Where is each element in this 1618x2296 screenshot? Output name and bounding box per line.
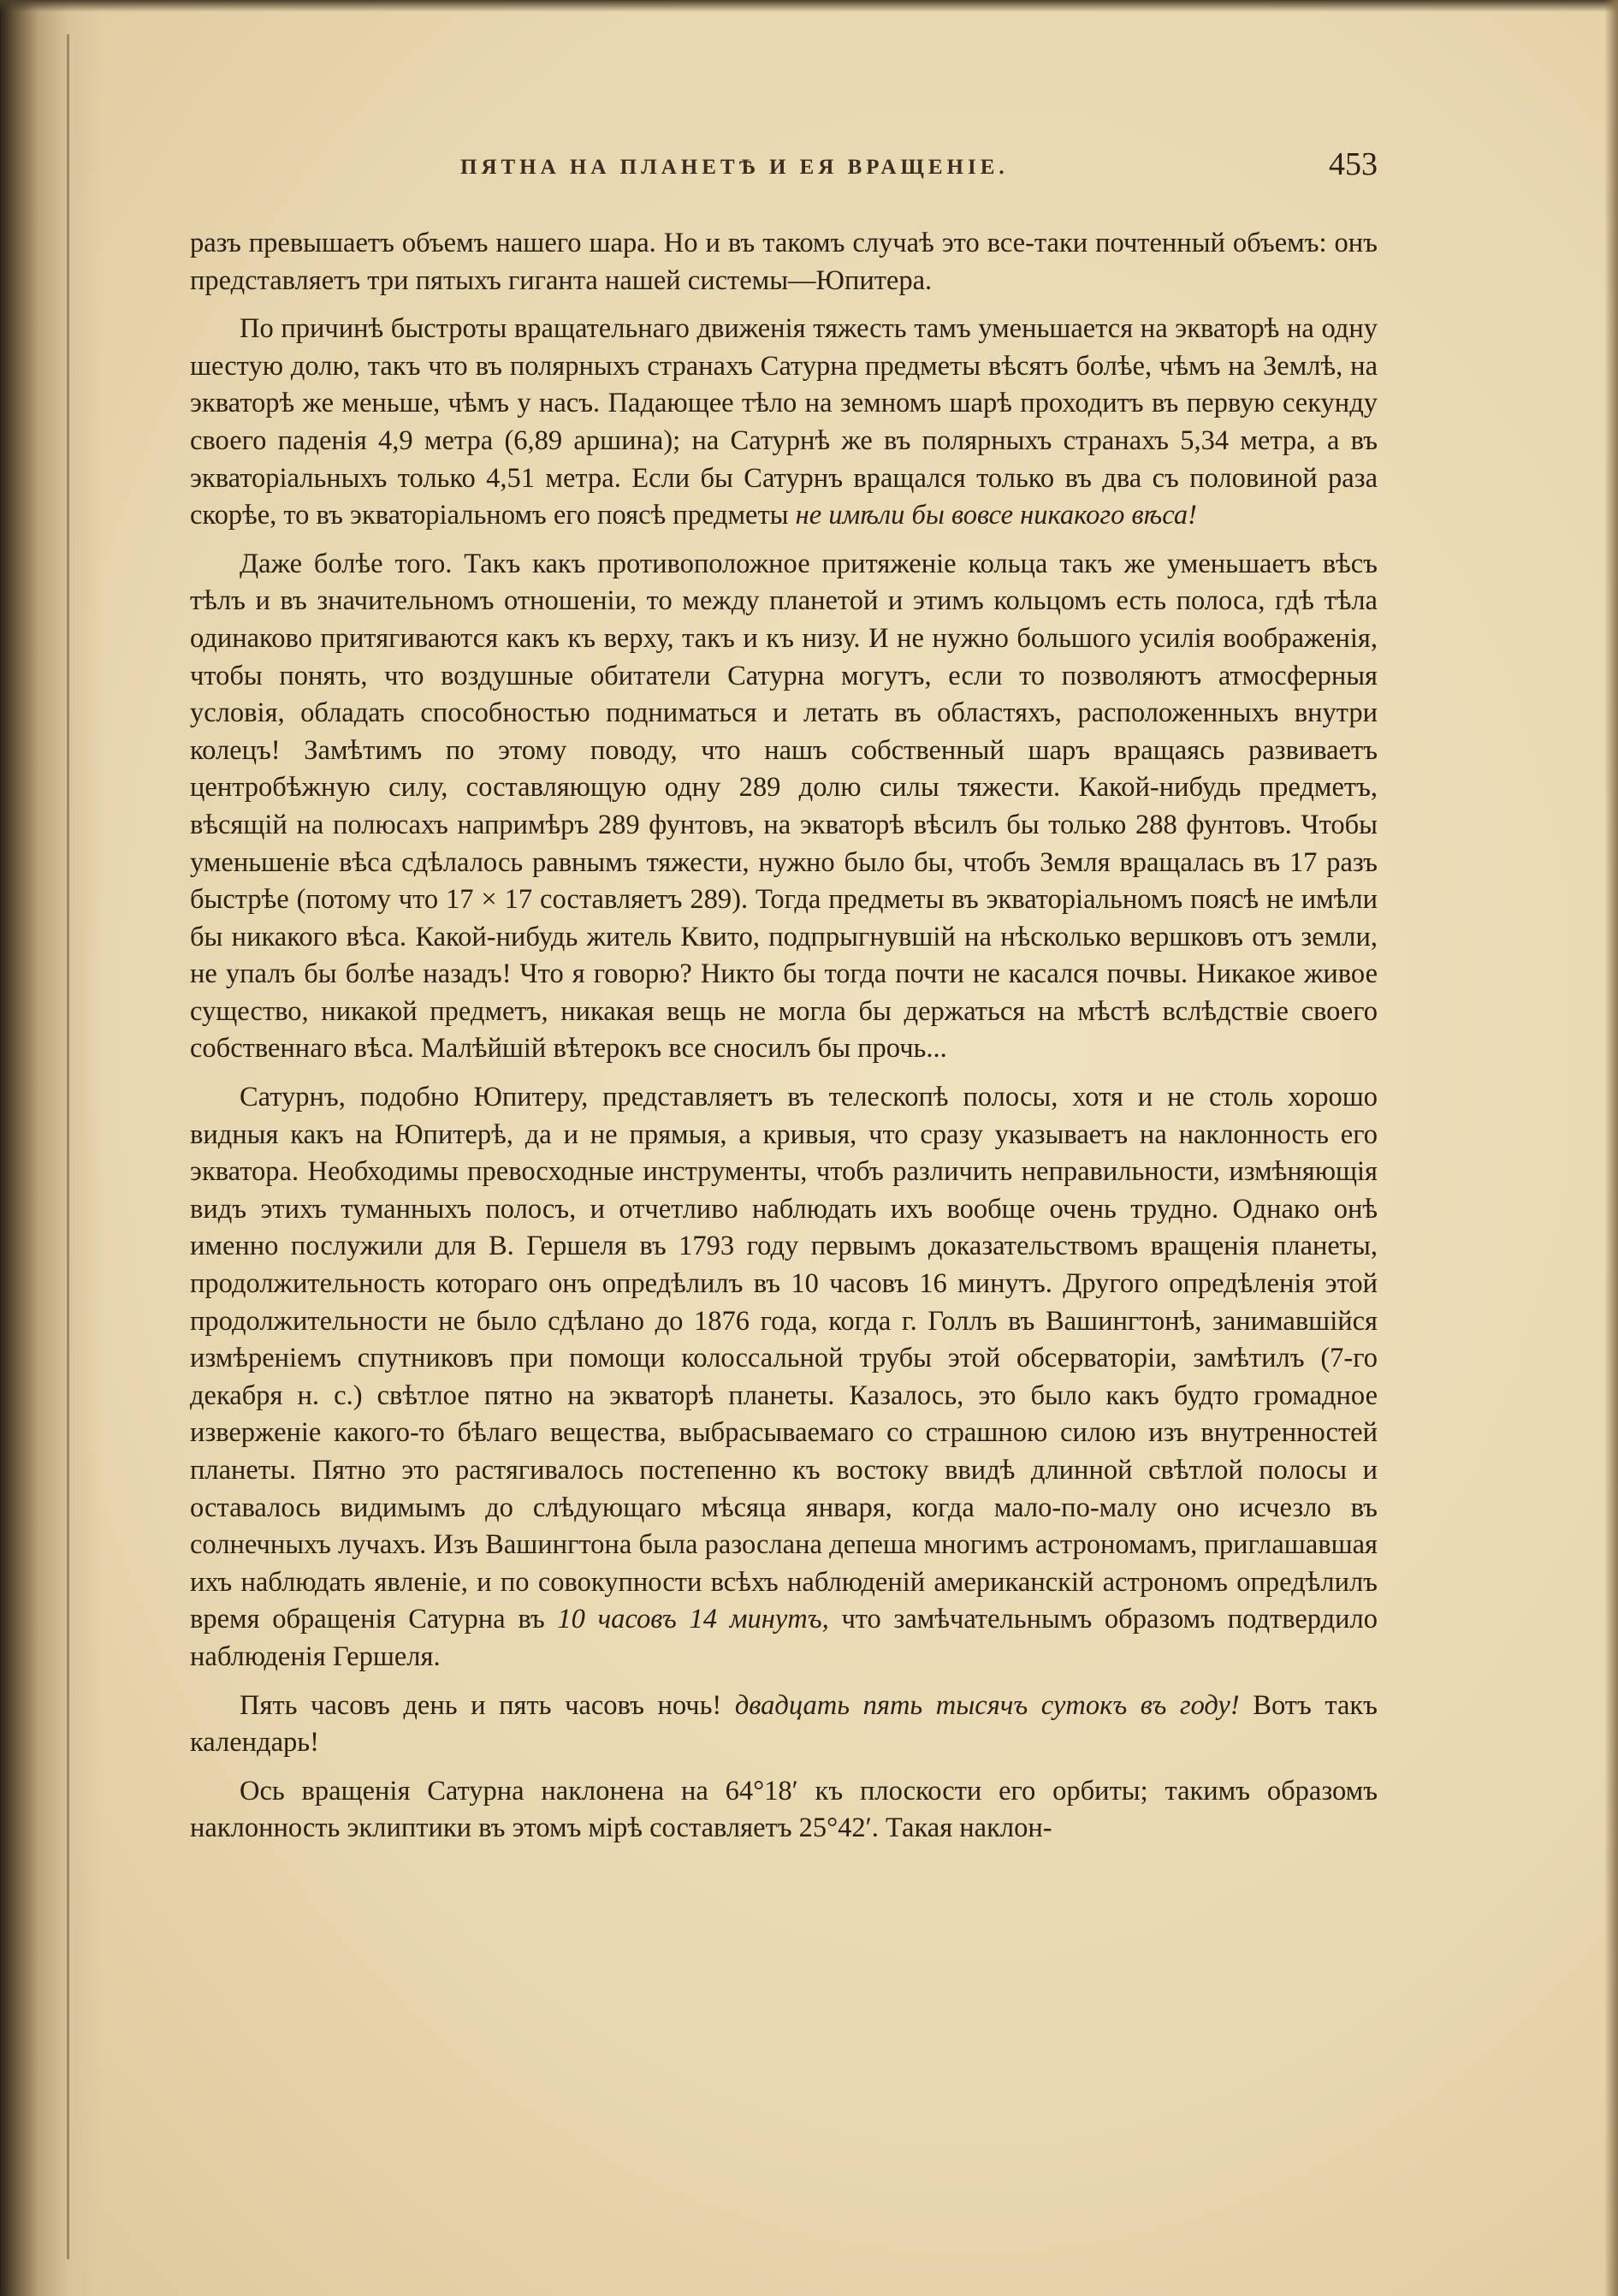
text-run: По причинѣ быстроты вращательнаго движенія тяжесть тамъ уменьшается на экваторѣ на одну шестую долю, такъ что въ полярныхъ странахъ Сатурна предметы вѣсятъ болѣе, чѣмъ на Землѣ, на экваторѣ же меньше, чѣмъ у насъ. Падающее тѣло на земномъ шарѣ проходитъ въ первую секунду своего паденія 4,9 метра (6,89 аршина); на Сатурнѣ же въ полярныхъ странахъ 5,34 метра, а въ экваторіальныхъ только 4,51 метра. Если бы Сатурнъ вращался только въ два съ половиной раза скорѣе, то въ экваторіальномъ его поясѣ предметы [190,313,1378,531]
page-number: 453 [1329,146,1378,182]
page-top-edge [0,0,1618,12]
text-run: Пять часовъ день и пять часовъ ночь! [240,1689,735,1721]
running-title: ПЯТНА НА ПЛАНЕТѢ И ЕЯ ВРАЩЕНІЕ. [460,156,1009,179]
paragraph [190,1688,1378,1762]
paragraph [190,225,1378,300]
text-run: что замѣчательнымъ образомъ подтвердило наблюденія Гершеля. [190,1604,1378,1672]
book-binding-shadow [0,0,103,2296]
text-run: Ось вращенія Сатурна наклонена на 64°18′ къ плоскости его орбиты; такимъ образомъ наклонность эклиптики въ этомъ мірѣ составляетъ 25°42′. Такая наклон- [190,1775,1378,1844]
italic-text-run: не имѣли бы вовсе никакого вѣса! [795,500,1197,531]
paragraph [190,311,1378,535]
running-header [188,145,1378,197]
text-run: Даже болѣе того. Такъ какъ противоположное притяженіе кольца такъ же уменьшаетъ вѣсъ тѣлъ и въ значительномъ отношеніи, то между планетой и этимъ кольцомъ есть полоса, гдѣ тѣла одинаково притягиваются какъ къ верху, такъ и къ низу. И не нужно большого усилія воображенія, чтобы понять, что воздушные обитатели Сатурна могутъ, если то позволяютъ атмосферныя условія, обладать способностью подниматься и летать въ областяхъ, расположенныхъ внутри колецъ! Замѣтимъ по этому поводу, что нашъ собственный шаръ вращаясь развиваетъ центробѣжную силу, составляющую одну 289 долю силы тяжести. Какой-нибудь предметъ, вѣсящій на полюсахъ напримѣръ 289 фунтовъ, на экваторѣ вѣсилъ бы только 288 фунтовъ. Чтобы уменьшеніе вѣса сдѣлалось равнымъ тяжести, нужно было бы, чтобъ Земля вращалась въ 17 разъ быстрѣе (потому что 17 × 17 составляетъ 289). Тогда предметы въ экваторіальномъ поясѣ не имѣли бы никакого вѣса. Какой-нибудь житель Квито, подпрыгнувшій на нѣсколько вершковъ отъ земли, не упалъ бы болѣе назадъ! Что я говорю? Никто бы тогда почти не касался почвы. Никакое живое существо, никакой предметъ, никакая вещь не могла бы держаться на мѣстѣ вслѣдствіе своего собственнаго вѣса. Малѣйшій вѣтерокъ все сносилъ бы прочь... [190,548,1378,1065]
paragraph [190,1079,1378,1676]
text-run: Сатурнъ, подобно Юпитеру, представляетъ въ телескопѣ полосы, хотя и не столь хорошо видныя какъ на Юпитерѣ, да и не прямыя, а кривыя, что сразу указываетъ на наклонность его экватора. Необходимы превосходные инструменты, чтобъ различить неправильности, измѣняющія видъ этихъ туманныхъ полосъ, и отчетливо наблюдать ихъ вообще очень трудно. Однако онѣ именно послужили для В. Гершеля въ 1793 году первымъ доказательствомъ вращенія планеты, продолжительность котораго онъ опредѣлилъ въ 10 часовъ 16 минутъ. Другого опредѣленія этой продолжительности не было сдѣлано до 1876 года, когда г. Голлъ въ Вашингтонѣ, занимавшійся измѣреніемъ спутниковъ при помощи колоссальной трубы этой обсерваторіи, замѣтилъ (7-го декабря н. с.) свѣтлое пятно на экваторѣ планеты. Казалось, это было какъ будто громадное изверженіе какого-то бѣлаго вещества, выбрасываемаго со страшною силою изъ внутренностей планеты. Пятно это растягивалось постепенно къ востоку ввидѣ длинной свѣтлой полосы и оставалось видимымъ до слѣдующаго мѣсяца января, когда мало-по-малу оно исчезло въ солнечныхъ лучахъ. Изъ Вашингтона была разослана депеша многимъ астрономамъ, приглашавшая ихъ наблюдать явленіе, и по совокупности всѣхъ наблюденій американскій астрономъ опредѣлилъ время обращенія Сатурна въ [190,1082,1378,1635]
paragraph [190,1773,1378,1848]
text-run: Вотъ такъ календарь! [190,1689,1378,1759]
italic-text-run: двадцать пять тысячъ сутокъ въ году! [734,1689,1240,1721]
page-fold-line [67,34,69,2259]
body-text [190,225,1378,1848]
paragraph [190,546,1378,1068]
italic-text-run: 10 часовъ 14 минутъ, [557,1604,829,1635]
text-run: разъ превышаетъ объемъ нашего шара. Но и въ такомъ случаѣ это все-таки почтенный объемъ: онъ представляетъ три пятыхъ гиганта нашей системы—Юпитера. [190,228,1378,296]
page-right-edge [1604,0,1618,2296]
